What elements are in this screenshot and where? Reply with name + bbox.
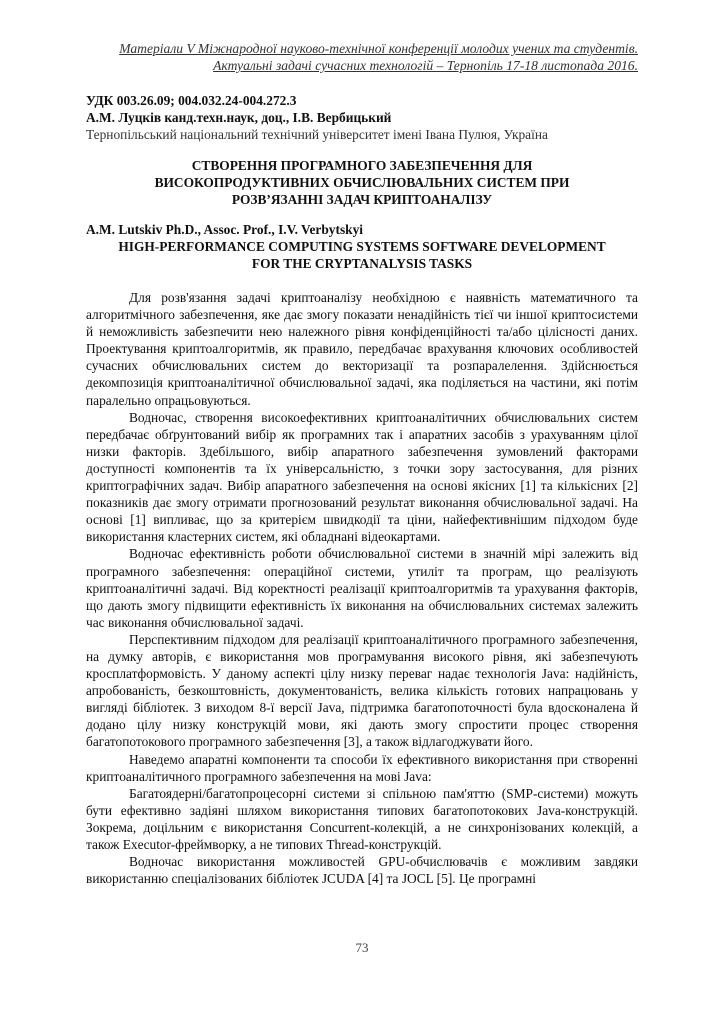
body-paragraph: Для розв'язання задачі криптоаналізу необхідною є наявність математичного та алгоритмічного забезпечення, яке дає змогу показати ненадійність тієї чи іншої криптосистеми й неможливість забезпечити нею належного рівня конфіденційності та/або цілісності даних. Проектування криптоалгоритмів, як правило, передбачає врахування ключових особливостей сучасних обчислювальних систем до векторизації та розпаралелення. Здійснюється декомпозиція криптоаналітичної обчислювальної задачі, яка поділяється на частини, які потім паралельно опрацьовуються.	[86, 290, 638, 408]
udk-code: УДК 003.26.09; 004.032.24-004.272.3	[86, 93, 297, 108]
title-en	[86, 238, 638, 272]
affiliation: Тернопільський національний технічний університет імені Івана Пулюя, Україна	[86, 127, 548, 142]
authors-ua: А.М. Луцків канд.техн.наук, доц., І.В. Вербицький	[86, 110, 392, 125]
conference-header-line1: Матеріали V Міжнародної науково-технічної конференції молодих учених та студентів.	[119, 41, 638, 56]
page-number: 73	[355, 940, 369, 955]
title-ua-line: СТВОРЕННЯ ПРОГРАМНОГО ЗАБЕЗПЕЧЕННЯ ДЛЯ	[191, 158, 533, 173]
title-ua-line: ВИСОКОПРОДУКТИВНИХ ОБЧИСЛЮВАЛЬНИХ СИСТЕМ ПРИ	[154, 175, 570, 190]
title-en-line: FOR THE CRYPTANALYSIS TASKS	[251, 256, 473, 271]
body-paragraph: Багатоядерні/багатопроцесорні системи зі спільною пам'яттю (SMP-системи) можуть бути ефективно задіяні шляхом використання типових багатопотокових Java-конструкцій. Зокрема, доцільним є використання Concurrent-колекцій, а не синхронізованих колекцій, а також Executor-фреймворку, а не типових Thread-конструкцій.	[86, 785, 638, 852]
authors-en: A.M. Lutskiv Ph.D., Assoc. Prof., I.V. Verbytskyi	[86, 222, 364, 237]
body-paragraph: Водночас, створення високоефективних криптоаналітичних обчислювальних систем передбачає обґрунтований вибір як програмних так і апаратних засобів з урахуванням цілої низки факторів. Здебільшого, вибір апаратного забезпечення зумовлений факторами доступності компонентів та їх універсальністю, з точки зору застосування, для різних криптографічних задач. Вибір апаратного забезпечення на основі якісних [1] та кількісних [2] показників дає змогу отримати прогнозований результат виконання обчислювальної задачі. На основі [1] випливає, що за критерієм швидкодії та ціни, найефективнішим підходом буде використання кластерних систем, які обладнані відеокартами.	[86, 409, 638, 545]
title-en-line: HIGH-PERFORMANCE COMPUTING SYSTEMS SOFTWARE DEVELOPMENT	[118, 239, 606, 254]
body-paragraph: Перспективним підходом для реалізації криптоаналітичного програмного забезпечення, на думку авторів, є використання мов програмування високого рівня, які забезпечують кросплатформовість. У даному аспекті цілу низку переваг надає технологія Java: надійність, апробованість, безкоштовність, документованість, велика кількість готових напрацювань у вигляді бібліотек. З виходом 8-ї версії Java, підтримка багатопоточності була вдосконалена й додано цілу низку конструкцій мови, які дають змогу спростити процес створення багатопотокового програмного забезпечення [3], а також відлагоджувати його.	[86, 631, 638, 750]
title-ua-line: РОЗВ’ЯЗАННІ ЗАДАЧ КРИПТОАНАЛІЗУ	[231, 192, 493, 207]
conference-header	[78, 40, 638, 74]
article-metadata	[86, 92, 646, 143]
body-paragraph: Водночас використання можливостей GPU-обчислювачів є можливим завдяки використанню спеціалізованих бібліотек JCUDA [4] та JOCL [5]. Це програмні	[86, 854, 638, 887]
body-paragraph: Наведемо апаратні компоненти та способи їх ефективного використання при створенні криптоаналітичного програмного забезпечення на мові Java:	[86, 751, 638, 784]
body-paragraph: Водночас ефективність роботи обчислювальної системи в значній мірі залежить від програмного забезпечення: операційної системи, утиліт та програм, що реалізують криптоаналітичні задачі. Від коректності реалізації криптоалгоритмів та урахування факторів, що дають змогу підвищити ефективність їх виконання на обчислювальних системах залежить час виконання обчислювальної задачі.	[86, 546, 638, 630]
conference-header-line2: Актуальні задачі сучасних технологій – Тернопіль 17-18 листопада 2016.	[213, 58, 638, 73]
article-body	[86, 289, 638, 887]
title-ua	[86, 157, 638, 208]
